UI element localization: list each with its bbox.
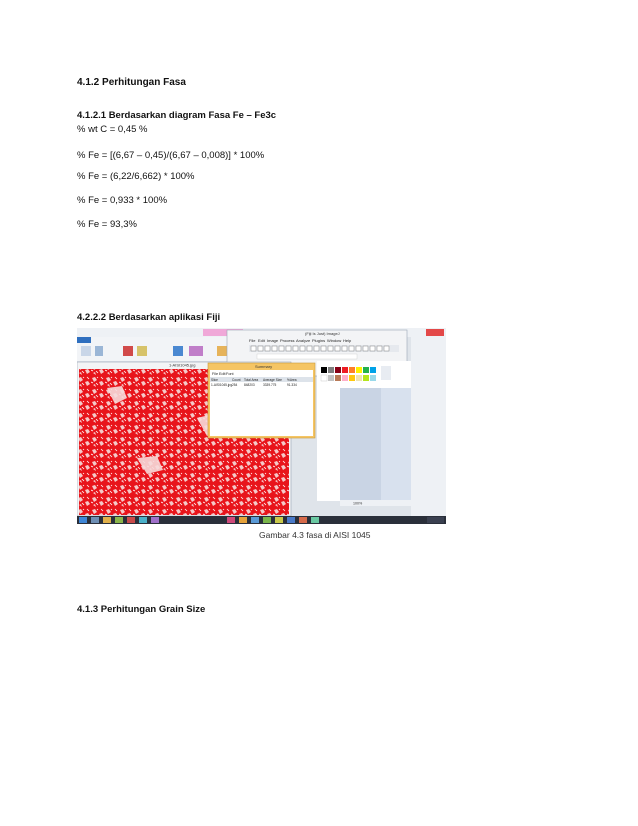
svg-text:Edit: Edit: [258, 338, 265, 343]
fiji-window-title: (Fiji Is Just) ImageJ: [305, 331, 340, 336]
phase-diagram-subheading: 4.1.2.1 Berdasarkan diagram Fasa Fe – Fe3c: [77, 110, 277, 121]
equation-fe-result: % Fe = 93,3%: [77, 219, 137, 230]
grain-size-heading: 4.1.3 Perhitungan Grain Size: [77, 604, 206, 615]
svg-text:Analyze: Analyze: [296, 338, 311, 343]
svg-text:Count: Count: [232, 378, 241, 382]
svg-text:91.334: 91.334: [287, 383, 297, 387]
svg-text:%Area: %Area: [287, 378, 297, 382]
summary-menu: [212, 372, 235, 376]
svg-text:Total Area: Total Area: [244, 378, 259, 382]
equation-fe-ratio: % Fe = (6,22/6,662) * 100%: [77, 171, 195, 182]
svg-text:File: File: [249, 338, 256, 343]
svg-text:Edit: Edit: [219, 372, 226, 376]
fiji-subheading: 4.2.2.2 Berdasarkan aplikasi Fiji: [77, 312, 221, 323]
svg-text:254: 254: [232, 383, 238, 387]
figure-caption: Gambar 4.3 fasa di AISI 1045: [259, 530, 371, 540]
summary-title: Summary: [255, 364, 273, 369]
fiji-menu-bar: [249, 338, 352, 343]
zoom-level: 100%: [353, 501, 363, 506]
svg-text:1-AISI1045.jpg: 1-AISI1045.jpg: [211, 383, 233, 387]
equation-fe-formula: % Fe = [(6,67 – 0,45)/(6,67 – 0,008)] * 100%: [77, 150, 265, 161]
svg-text:File: File: [212, 372, 219, 376]
equation-carbon-wt: % wt C = 0,45 %: [77, 124, 148, 135]
svg-text:Slice: Slice: [211, 378, 218, 382]
svg-text:Average Size: Average Size: [263, 378, 282, 382]
svg-text:Help: Help: [343, 338, 352, 343]
svg-text:3339.775: 3339.775: [263, 383, 277, 387]
svg-text:848203: 848203: [244, 383, 255, 387]
image-window-title: 1-AISI1045.jpg: [169, 362, 196, 368]
svg-text:Plugins: Plugins: [312, 338, 326, 343]
svg-text:Font: Font: [226, 372, 234, 376]
equation-fe-decimal: % Fe = 0,933 * 100%: [77, 195, 168, 206]
svg-text:Window: Window: [327, 338, 342, 343]
fiji-tool-icons: [249, 345, 399, 352]
fiji-screenshot: [77, 328, 446, 524]
svg-text:Image: Image: [267, 338, 279, 343]
phase-calculation-heading: 4.1.2 Perhitungan Fasa: [77, 77, 186, 88]
svg-text:Process: Process: [280, 338, 295, 343]
